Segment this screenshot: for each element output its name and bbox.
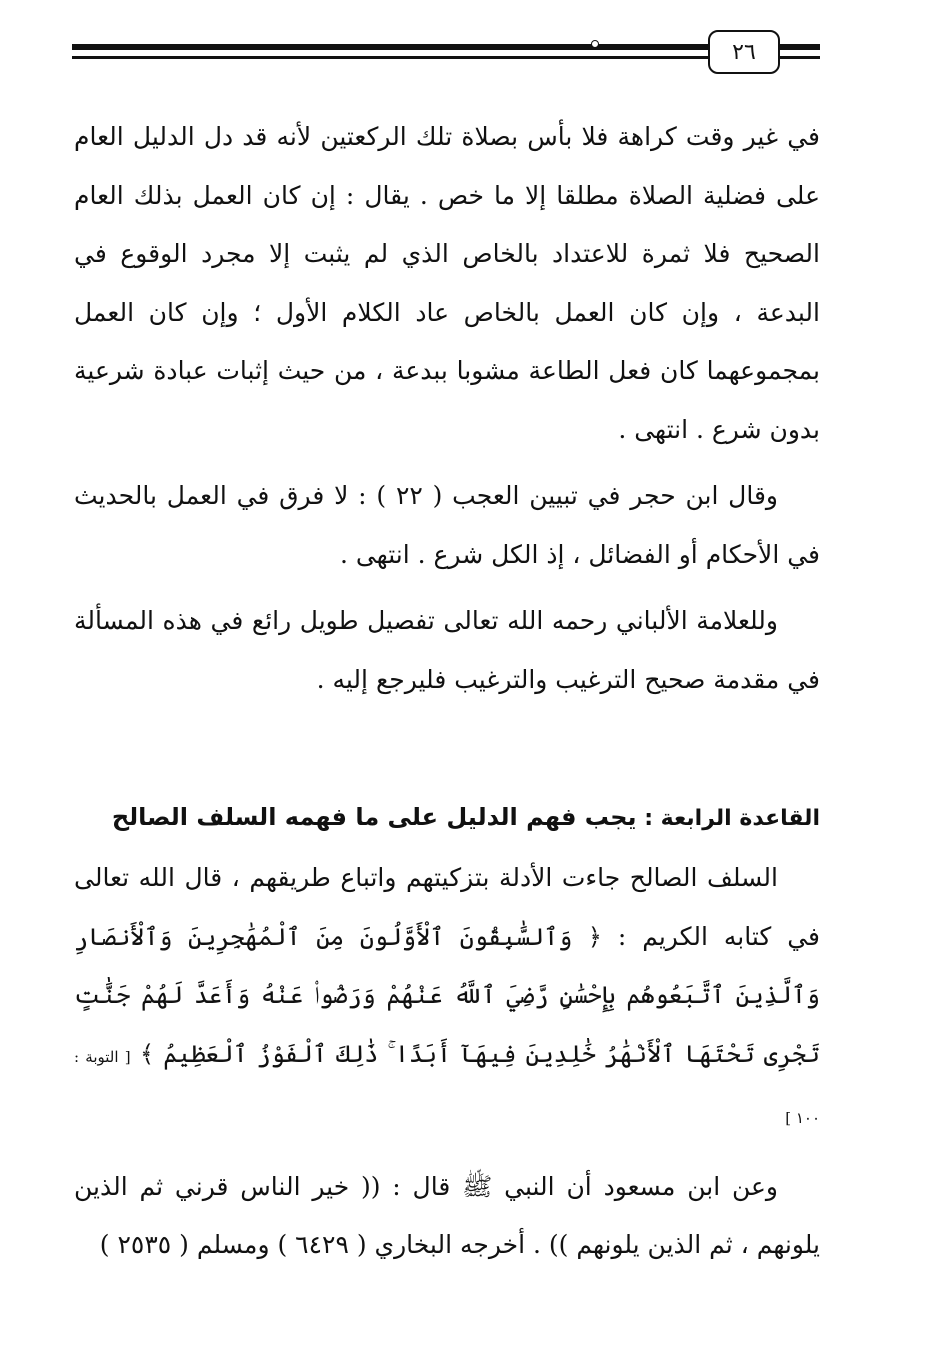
paragraph-3: وللعلامة الألباني رحمه الله تعالى تفصيل طويل رائع في هذه المسألة في مقدمة صحيح الترغيب والترغيب فليرجع إليه . xyxy=(74,606,820,694)
paragraph-1: في غير وقت كراهة فلا بأس بصلاة تلك الركعتين لأنه قد دل الدليل العام على فضلية الصلاة مطلقا إلا ما خص . يقال : إن كان العمل بذلك العام الصحيح فلا ثمرة للاعتداد بالخاص الذي لم يثبت إلا مجرد الوقوع في البدعة ، وإن كان العمل بالخاص عاد الكلام الأول ؛ وإن كان العمل بمجموعهما كان فعل الطاعة مشوبا ببدعة ، من حيث إثبات عبادة شرعية بدون شرع . انتهى . xyxy=(74,122,820,444)
section-heading xyxy=(74,797,820,839)
heading-label: القاعدة الرابعة : xyxy=(644,806,820,831)
header-rule-thin xyxy=(72,56,712,59)
heading-title: يجب فهم الدليل على ما فهمه السلف الصالح xyxy=(111,803,637,831)
verse-citation: [ التوبة : ١٠٠ ] xyxy=(74,1047,820,1127)
paragraph-4 xyxy=(74,849,820,1148)
header-rule-thick xyxy=(72,44,712,50)
page-header xyxy=(72,28,820,76)
paragraph-2: وقال ابن حجر في تبيين العجب ( ٢٢ ) : لا فرق في العمل بالحديث في الأحكام أو الفضائل ، إذ الكل شرع . انتهى . xyxy=(74,481,820,569)
paragraph-4-intro: السلف الصالح جاءت الأدلة بتزكيتهم واتباع طريقهم ، قال الله تعالى في كتابه الكريم : xyxy=(74,863,820,951)
header-ornament-icon xyxy=(591,40,599,48)
quran-verse: ﴿ وَٱلسَّٰبِقُونَ ٱلْأَوَّلُونَ مِنَ ٱلْمُهَٰجِرِينَ وَٱلْأَنصَارِ وَٱلَّذِينَ ٱتَّبَعُوهُم بِإِحْسَٰنٍ رَّضِيَ ٱللَّهُ عَنْهُمْ وَرَضُوا۟ عَنْهُ وَأَعَدَّ لَهُمْ جَنَّٰتٍ تَجْرِى تَحْتَهَا ٱلْأَنْهَٰرُ خَٰلِدِينَ فِيهَآ أَبَدًا ۚ ذَٰلِكَ ٱلْفَوْزُ ٱلْعَظِيمُ ﴾ xyxy=(74,922,820,1068)
page-body xyxy=(74,108,820,1275)
page-number: ٢٦ xyxy=(708,30,780,74)
paragraph-5: وعن ابن مسعود أن النبي ﷺ قال : (( خير الناس قرني ثم الذين يلونهم ، ثم الذين يلونهم )) . أخرجه البخاري ( ٦٤٢٩ ) ومسلم ( ٢٥٣٥ ) xyxy=(74,1171,820,1259)
